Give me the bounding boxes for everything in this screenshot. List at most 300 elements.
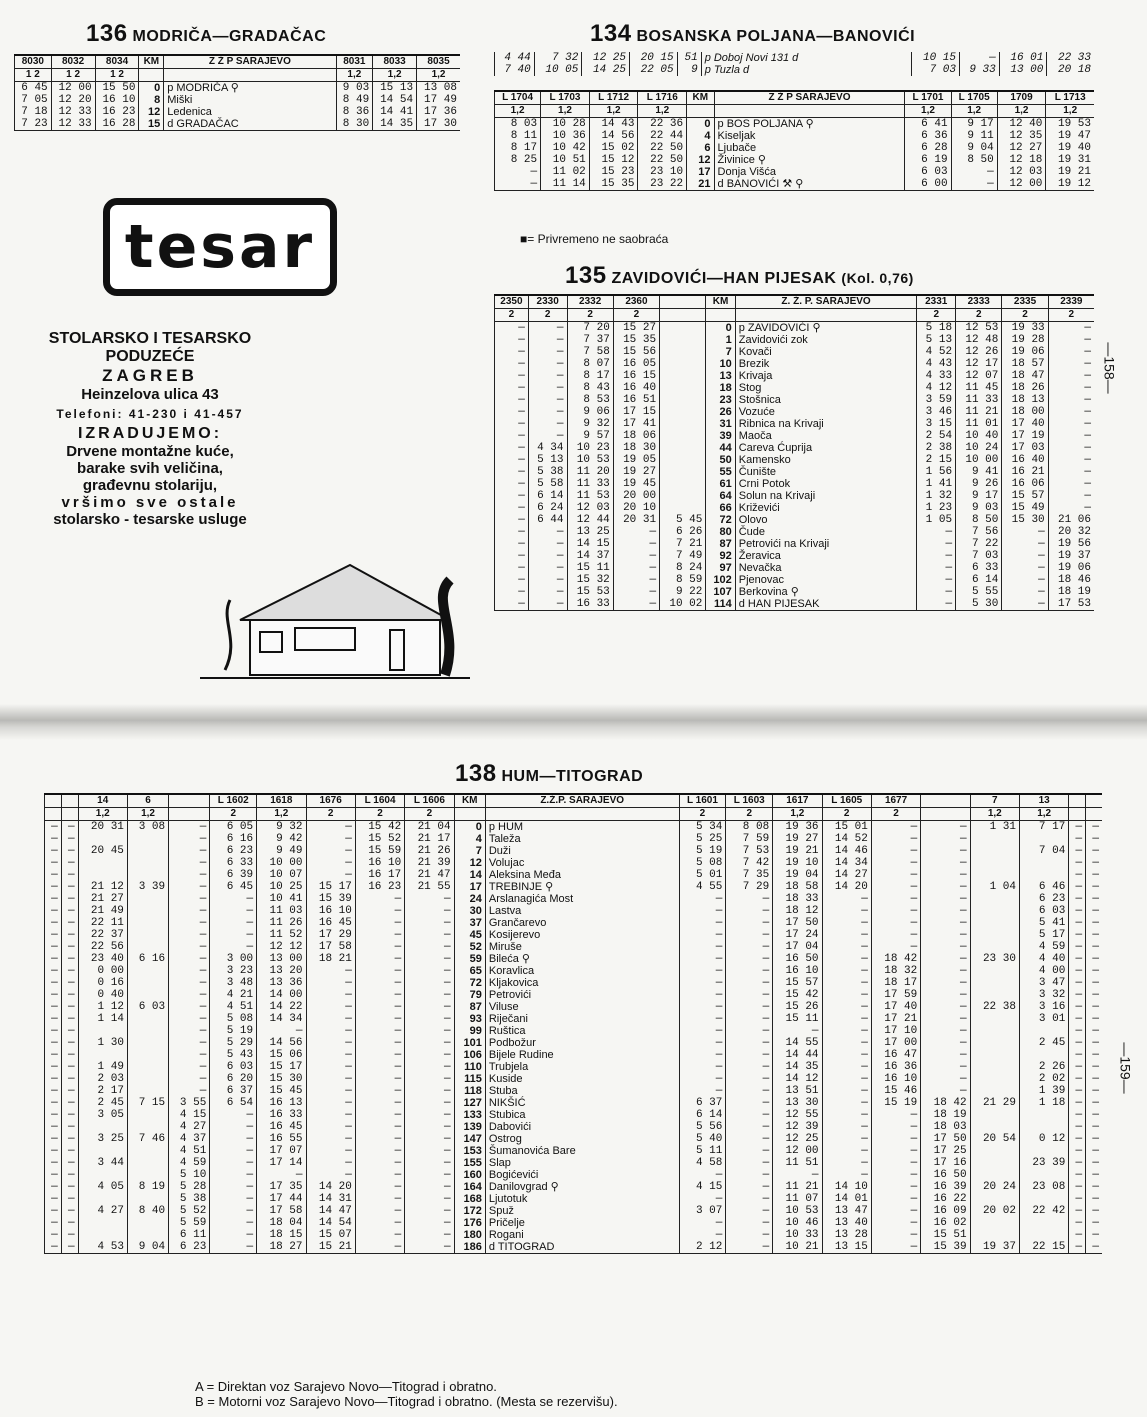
table-row bbox=[495, 550, 1095, 562]
time-cell: 6 33 bbox=[956, 562, 1002, 574]
time-cell: — bbox=[61, 845, 78, 857]
t138-note-a: A = Direktan voz Sarajevo Novo—Titograd i obratno. bbox=[195, 1379, 497, 1394]
time-cell: — bbox=[871, 857, 920, 869]
time-cell: 22 50 bbox=[638, 154, 687, 166]
time-cell: — bbox=[1048, 334, 1094, 346]
time-cell: 3 48 bbox=[210, 977, 257, 989]
blank bbox=[714, 105, 905, 118]
time-cell: — bbox=[210, 1121, 257, 1133]
time-cell: — bbox=[822, 1097, 871, 1109]
time-cell: 14 44 bbox=[773, 1049, 822, 1061]
time-cell: — bbox=[871, 1133, 920, 1145]
time-cell: 4 51 bbox=[169, 1145, 210, 1157]
station-name: d TITOGRAD bbox=[485, 1241, 679, 1254]
time-cell: 14 20 bbox=[822, 881, 871, 893]
table-row bbox=[45, 953, 1103, 965]
station-name: Živinice ⚲ bbox=[714, 154, 905, 166]
time-cell: 18 26 bbox=[1002, 382, 1048, 394]
time-cell: — bbox=[45, 1073, 62, 1085]
time-cell: — bbox=[1048, 454, 1094, 466]
time-cell: — bbox=[871, 821, 920, 834]
time-cell: — bbox=[871, 893, 920, 905]
time-cell: — bbox=[61, 1037, 78, 1049]
station-name: d BANOVIĆI ⚒ ⚲ bbox=[714, 178, 905, 191]
time-cell: 16 55 bbox=[257, 1133, 306, 1145]
time-cell: — bbox=[822, 1037, 871, 1049]
time-cell: 11 07 bbox=[773, 1193, 822, 1205]
time-cell: — bbox=[726, 965, 773, 977]
time-cell: 12 25 bbox=[773, 1133, 822, 1145]
time-cell: — bbox=[45, 833, 62, 845]
time-cell: 4 27 bbox=[169, 1121, 210, 1133]
time-cell: — bbox=[61, 917, 78, 929]
time-cell: — bbox=[679, 1217, 726, 1229]
railway-header: Z Ž P SARAJEVO bbox=[164, 55, 336, 69]
time-cell: 5 08 bbox=[679, 857, 726, 869]
time-cell: 14 43 bbox=[589, 118, 638, 131]
station-name: Dabovići bbox=[485, 1121, 679, 1133]
column-header: L 1703 bbox=[541, 91, 590, 105]
time-cell: — bbox=[306, 989, 355, 1001]
time-cell: — bbox=[306, 977, 355, 989]
time-cell: — bbox=[1069, 1037, 1086, 1049]
time-cell: 6 03 bbox=[127, 1001, 168, 1013]
time-cell bbox=[970, 1169, 1019, 1181]
time-cell: — bbox=[1048, 370, 1094, 382]
time-cell bbox=[127, 845, 168, 857]
time-cell: 19 37 bbox=[970, 1241, 1019, 1254]
time-cell: 11 52 bbox=[257, 929, 306, 941]
time-cell: 12 00 bbox=[51, 82, 95, 95]
time-cell: 19 04 bbox=[773, 869, 822, 881]
table-row bbox=[495, 586, 1095, 598]
time-cell: 16 28 bbox=[95, 118, 139, 131]
time-cell: — bbox=[871, 1217, 920, 1229]
time-cell: — bbox=[822, 929, 871, 941]
time-cell: — bbox=[405, 1109, 454, 1121]
time-cell bbox=[78, 1169, 127, 1181]
time-cell: — bbox=[921, 1037, 970, 1049]
time-cell: — bbox=[1069, 845, 1086, 857]
time-cell: 15 17 bbox=[257, 1061, 306, 1073]
time-cell: — bbox=[45, 905, 62, 917]
time-cell bbox=[660, 502, 706, 514]
time-cell: 6 20 bbox=[210, 1073, 257, 1085]
column-header: L 1601 bbox=[679, 794, 726, 808]
time-cell bbox=[970, 1085, 1019, 1097]
time-cell: — bbox=[306, 1121, 355, 1133]
time-cell: — bbox=[1002, 550, 1048, 562]
time-cell: — bbox=[45, 1001, 62, 1013]
time-cell: — bbox=[726, 1181, 773, 1193]
time-cell: 12 17 bbox=[956, 358, 1002, 370]
time-cell: 18 58 bbox=[773, 881, 822, 893]
time-cell: 16 45 bbox=[306, 917, 355, 929]
table-row bbox=[495, 394, 1095, 406]
time-cell: 1 18 bbox=[1019, 1097, 1068, 1109]
time-cell: — bbox=[1086, 1169, 1102, 1181]
table-row bbox=[45, 1181, 1103, 1193]
station-name: Taleža bbox=[485, 833, 679, 845]
table-row bbox=[45, 1085, 1103, 1097]
table-row bbox=[495, 478, 1095, 490]
time-cell: — bbox=[1048, 502, 1094, 514]
time-cell: 22 56 bbox=[78, 941, 127, 953]
time-cell: 15 01 bbox=[822, 821, 871, 834]
table-row bbox=[45, 1061, 1103, 1073]
time-cell: 6 05 bbox=[210, 821, 257, 834]
time-cell: 20 18 bbox=[1047, 64, 1094, 76]
time-cell: 12 00 bbox=[773, 1145, 822, 1157]
time-cell: 5 11 bbox=[679, 1145, 726, 1157]
time-cell: — bbox=[1069, 1073, 1086, 1085]
time-cell: 22 15 bbox=[1019, 1241, 1068, 1254]
time-cell: — bbox=[1086, 1073, 1102, 1085]
time-cell: 5 40 bbox=[679, 1133, 726, 1145]
time-cell: 4 44 bbox=[495, 52, 535, 64]
time-cell: — bbox=[613, 562, 659, 574]
table-row bbox=[495, 346, 1095, 358]
time-cell: 19 36 bbox=[773, 821, 822, 834]
time-cell: 4 34 bbox=[528, 442, 567, 454]
time-cell: 17 16 bbox=[921, 1157, 970, 1169]
time-cell: — bbox=[726, 977, 773, 989]
time-cell: — bbox=[355, 1229, 404, 1241]
station-name: Šumanovića Bare bbox=[485, 1145, 679, 1157]
time-cell: 1 14 bbox=[78, 1013, 127, 1025]
time-cell: — bbox=[405, 893, 454, 905]
time-cell: — bbox=[1069, 989, 1086, 1001]
km-cell: 115 bbox=[454, 1073, 485, 1085]
station-name: Podbožur bbox=[485, 1037, 679, 1049]
time-cell: 5 18 bbox=[917, 322, 956, 335]
time-cell: — bbox=[921, 977, 970, 989]
time-cell: — bbox=[1086, 989, 1102, 1001]
time-cell: — bbox=[1086, 1157, 1102, 1169]
time-cell: — bbox=[45, 989, 62, 1001]
time-cell: 12 20 bbox=[51, 94, 95, 106]
time-cell: — bbox=[169, 1049, 210, 1061]
class-header: 2 bbox=[567, 309, 613, 322]
time-cell: — bbox=[921, 857, 970, 869]
time-cell: — bbox=[355, 1049, 404, 1061]
time-cell: 5 52 bbox=[169, 1205, 210, 1217]
time-cell: 18 57 bbox=[1002, 358, 1048, 370]
column-header: 8030 bbox=[15, 55, 52, 69]
column-header: L 1602 bbox=[210, 794, 257, 808]
time-cell: 17 03 bbox=[1002, 442, 1048, 454]
time-cell: 18 42 bbox=[921, 1097, 970, 1109]
table-row bbox=[45, 1157, 1103, 1169]
time-cell: 6 37 bbox=[679, 1097, 726, 1109]
time-cell: — bbox=[726, 1157, 773, 1169]
time-cell: 22 37 bbox=[78, 929, 127, 941]
time-cell: — bbox=[917, 562, 956, 574]
time-cell: 4 43 bbox=[917, 358, 956, 370]
time-cell: — bbox=[405, 989, 454, 1001]
class-header: 1,2 bbox=[495, 105, 541, 118]
time-cell: 10 53 bbox=[773, 1205, 822, 1217]
time-cell: — bbox=[306, 1025, 355, 1037]
time-cell: 11 45 bbox=[956, 382, 1002, 394]
time-cell: — bbox=[871, 917, 920, 929]
km-cell: 52 bbox=[454, 941, 485, 953]
table-row bbox=[495, 466, 1095, 478]
time-cell: — bbox=[1069, 1121, 1086, 1133]
time-cell: 10 21 bbox=[773, 1241, 822, 1254]
time-cell: — bbox=[613, 538, 659, 550]
connection-station: p Tuzla d bbox=[701, 64, 912, 76]
km-cell: 18 bbox=[706, 382, 735, 394]
time-cell: — bbox=[169, 1061, 210, 1073]
station-name: Brezik bbox=[735, 358, 917, 370]
time-cell: — bbox=[169, 1037, 210, 1049]
station-name: Berkovina ⚲ bbox=[735, 586, 917, 598]
time-cell: — bbox=[917, 574, 956, 586]
time-cell: — bbox=[822, 1157, 871, 1169]
time-cell: — bbox=[169, 1085, 210, 1097]
time-cell: 14 27 bbox=[822, 869, 871, 881]
time-cell: — bbox=[921, 905, 970, 917]
time-cell: 1 31 bbox=[970, 821, 1019, 834]
time-cell: 17 58 bbox=[306, 941, 355, 953]
time-cell: 0 16 bbox=[78, 977, 127, 989]
column-header bbox=[921, 794, 970, 808]
time-cell bbox=[127, 1145, 168, 1157]
time-cell: — bbox=[61, 905, 78, 917]
time-cell: — bbox=[1048, 358, 1094, 370]
time-cell: 5 19 bbox=[679, 845, 726, 857]
time-cell: 14 55 bbox=[773, 1037, 822, 1049]
time-cell: — bbox=[61, 1229, 78, 1241]
time-cell: — bbox=[528, 526, 567, 538]
time-cell: 16 47 bbox=[871, 1049, 920, 1061]
time-cell: — bbox=[169, 1073, 210, 1085]
page-fold bbox=[0, 704, 1147, 740]
table-row bbox=[45, 1241, 1103, 1254]
time-cell: — bbox=[1086, 1193, 1102, 1205]
km-cell: 14 bbox=[454, 869, 485, 881]
table-row bbox=[45, 1133, 1103, 1145]
time-cell: 18 12 bbox=[773, 905, 822, 917]
t134-connections bbox=[494, 52, 1094, 76]
km-cell: 164 bbox=[454, 1181, 485, 1193]
time-cell bbox=[78, 1049, 127, 1061]
time-cell: 19 05 bbox=[613, 454, 659, 466]
time-cell: — bbox=[61, 1217, 78, 1229]
time-cell: 7 05 bbox=[15, 94, 52, 106]
time-cell: — bbox=[871, 1193, 920, 1205]
time-cell: 16 21 bbox=[1002, 466, 1048, 478]
column-header: L 1606 bbox=[405, 794, 454, 808]
connection-station: p Doboj Novi 131 d bbox=[701, 52, 912, 64]
time-cell: 3 32 bbox=[1019, 989, 1068, 1001]
time-cell: — bbox=[921, 881, 970, 893]
time-cell: — bbox=[495, 358, 529, 370]
time-cell: — bbox=[210, 941, 257, 953]
time-cell: 16 15 bbox=[613, 370, 659, 382]
time-cell: — bbox=[210, 1181, 257, 1193]
time-cell: — bbox=[306, 965, 355, 977]
time-cell: — bbox=[921, 821, 970, 834]
header-row bbox=[495, 91, 1095, 105]
time-cell: 14 37 bbox=[567, 550, 613, 562]
time-cell: — bbox=[61, 821, 78, 834]
table-row bbox=[45, 869, 1103, 881]
time-cell bbox=[127, 1229, 168, 1241]
column-header: 13 bbox=[1019, 794, 1068, 808]
time-cell: 5 55 bbox=[956, 586, 1002, 598]
time-cell: 21 04 bbox=[405, 821, 454, 834]
time-cell: — bbox=[45, 1145, 62, 1157]
time-cell: 4 53 bbox=[78, 1241, 127, 1254]
time-cell: — bbox=[1002, 562, 1048, 574]
time-cell: — bbox=[495, 430, 529, 442]
time-cell: — bbox=[822, 1121, 871, 1133]
time-cell: 19 21 bbox=[773, 845, 822, 857]
station-name: Bijele Rudine bbox=[485, 1049, 679, 1061]
time-cell: 15 11 bbox=[773, 1013, 822, 1025]
time-cell: 16 40 bbox=[613, 382, 659, 394]
class-row bbox=[45, 808, 1103, 821]
time-cell bbox=[78, 857, 127, 869]
time-cell: — bbox=[169, 905, 210, 917]
time-cell: — bbox=[773, 1169, 822, 1181]
class-header: 1,2 bbox=[589, 105, 638, 118]
table-row bbox=[495, 382, 1095, 394]
time-cell: — bbox=[726, 1229, 773, 1241]
time-cell: 14 01 bbox=[822, 1193, 871, 1205]
time-cell: — bbox=[1069, 1001, 1086, 1013]
blank bbox=[660, 309, 706, 322]
time-cell: — bbox=[1002, 586, 1048, 598]
table-row bbox=[45, 821, 1103, 834]
time-cell: 12 33 bbox=[51, 106, 95, 118]
time-cell: 21 29 bbox=[970, 1097, 1019, 1109]
column-header: 2350 bbox=[495, 295, 529, 309]
time-cell: 12 12 bbox=[257, 941, 306, 953]
table-row bbox=[45, 1001, 1103, 1013]
time-cell: — bbox=[210, 1205, 257, 1217]
km-cell: 12 bbox=[687, 154, 714, 166]
km-header: KM bbox=[454, 794, 485, 808]
time-cell: — bbox=[726, 1193, 773, 1205]
km-cell: 17 bbox=[687, 166, 714, 178]
time-cell: 11 53 bbox=[567, 490, 613, 502]
time-cell: 5 01 bbox=[679, 869, 726, 881]
station-name: Križevići bbox=[735, 502, 917, 514]
time-cell bbox=[970, 1193, 1019, 1205]
time-cell: 21 49 bbox=[78, 905, 127, 917]
time-cell: 8 03 bbox=[495, 118, 541, 131]
time-cell: 0 40 bbox=[78, 989, 127, 1001]
time-cell: — bbox=[726, 893, 773, 905]
time-cell: 8 24 bbox=[660, 562, 706, 574]
time-cell: 5 58 bbox=[528, 478, 567, 490]
time-cell bbox=[127, 1013, 168, 1025]
km-cell: 13 bbox=[706, 370, 735, 382]
railway-header: Z Ž P SARAJEVO bbox=[714, 91, 905, 105]
time-cell: — bbox=[1069, 977, 1086, 989]
station-name: Krivaja bbox=[735, 370, 917, 382]
time-cell: 10 42 bbox=[541, 142, 590, 154]
km-cell: 65 bbox=[454, 965, 485, 977]
time-cell: 15 12 bbox=[589, 154, 638, 166]
time-cell: — bbox=[613, 526, 659, 538]
km-cell: 4 bbox=[687, 130, 714, 142]
time-cell bbox=[78, 1229, 127, 1241]
time-cell: — bbox=[355, 893, 404, 905]
time-cell bbox=[970, 845, 1019, 857]
time-cell: — bbox=[45, 929, 62, 941]
time-cell: — bbox=[405, 1037, 454, 1049]
station-name: Ribnica na Krivaji bbox=[735, 418, 917, 430]
time-cell: — bbox=[951, 166, 997, 178]
time-cell: — bbox=[495, 562, 529, 574]
time-cell: — bbox=[306, 1013, 355, 1025]
time-cell bbox=[1019, 1193, 1068, 1205]
time-cell: — bbox=[726, 905, 773, 917]
time-cell: 12 40 bbox=[997, 118, 1046, 131]
table-row bbox=[45, 1037, 1103, 1049]
time-cell: — bbox=[405, 1217, 454, 1229]
km-cell: 99 bbox=[454, 1025, 485, 1037]
km-cell: 23 bbox=[706, 394, 735, 406]
class-header: 2 bbox=[956, 309, 1002, 322]
time-cell: 12 26 bbox=[956, 346, 1002, 358]
km-header: KM bbox=[706, 295, 735, 309]
time-cell bbox=[660, 466, 706, 478]
station-name: Donja Višća bbox=[714, 166, 905, 178]
time-cell: — bbox=[1086, 1181, 1102, 1193]
time-cell bbox=[127, 989, 168, 1001]
time-cell: — bbox=[405, 1241, 454, 1254]
time-cell: 12 35 bbox=[997, 130, 1046, 142]
time-cell: — bbox=[61, 1205, 78, 1217]
time-cell: 16 10 bbox=[871, 1073, 920, 1085]
table-row bbox=[495, 406, 1095, 418]
time-cell bbox=[127, 1193, 168, 1205]
time-cell: 15 17 bbox=[306, 881, 355, 893]
station-name: Pjenovac bbox=[735, 574, 917, 586]
connection-row bbox=[495, 52, 1095, 64]
class-header: 1,2 bbox=[1019, 808, 1068, 821]
time-cell: 15 39 bbox=[306, 893, 355, 905]
km-cell: 12 bbox=[139, 106, 164, 118]
time-cell: — bbox=[355, 1085, 404, 1097]
time-cell: 20 10 bbox=[613, 502, 659, 514]
time-cell: 14 56 bbox=[257, 1037, 306, 1049]
time-cell: — bbox=[726, 1073, 773, 1085]
time-cell: — bbox=[1086, 1229, 1102, 1241]
time-cell: — bbox=[169, 845, 210, 857]
column-header: 14 bbox=[78, 794, 127, 808]
time-cell: 18 03 bbox=[921, 1121, 970, 1133]
time-cell bbox=[127, 965, 168, 977]
time-cell: 2 45 bbox=[1019, 1037, 1068, 1049]
time-cell: 14 34 bbox=[822, 857, 871, 869]
class-header: 2 bbox=[613, 309, 659, 322]
time-cell bbox=[127, 1049, 168, 1061]
time-cell: — bbox=[45, 893, 62, 905]
time-cell: 7 03 bbox=[956, 550, 1002, 562]
column-header: L 1704 bbox=[495, 91, 541, 105]
time-cell: 7 17 bbox=[1019, 821, 1068, 834]
time-cell: 2 54 bbox=[917, 430, 956, 442]
time-cell: 10 24 bbox=[956, 442, 1002, 454]
time-cell: — bbox=[405, 929, 454, 941]
time-cell: 9 26 bbox=[956, 478, 1002, 490]
